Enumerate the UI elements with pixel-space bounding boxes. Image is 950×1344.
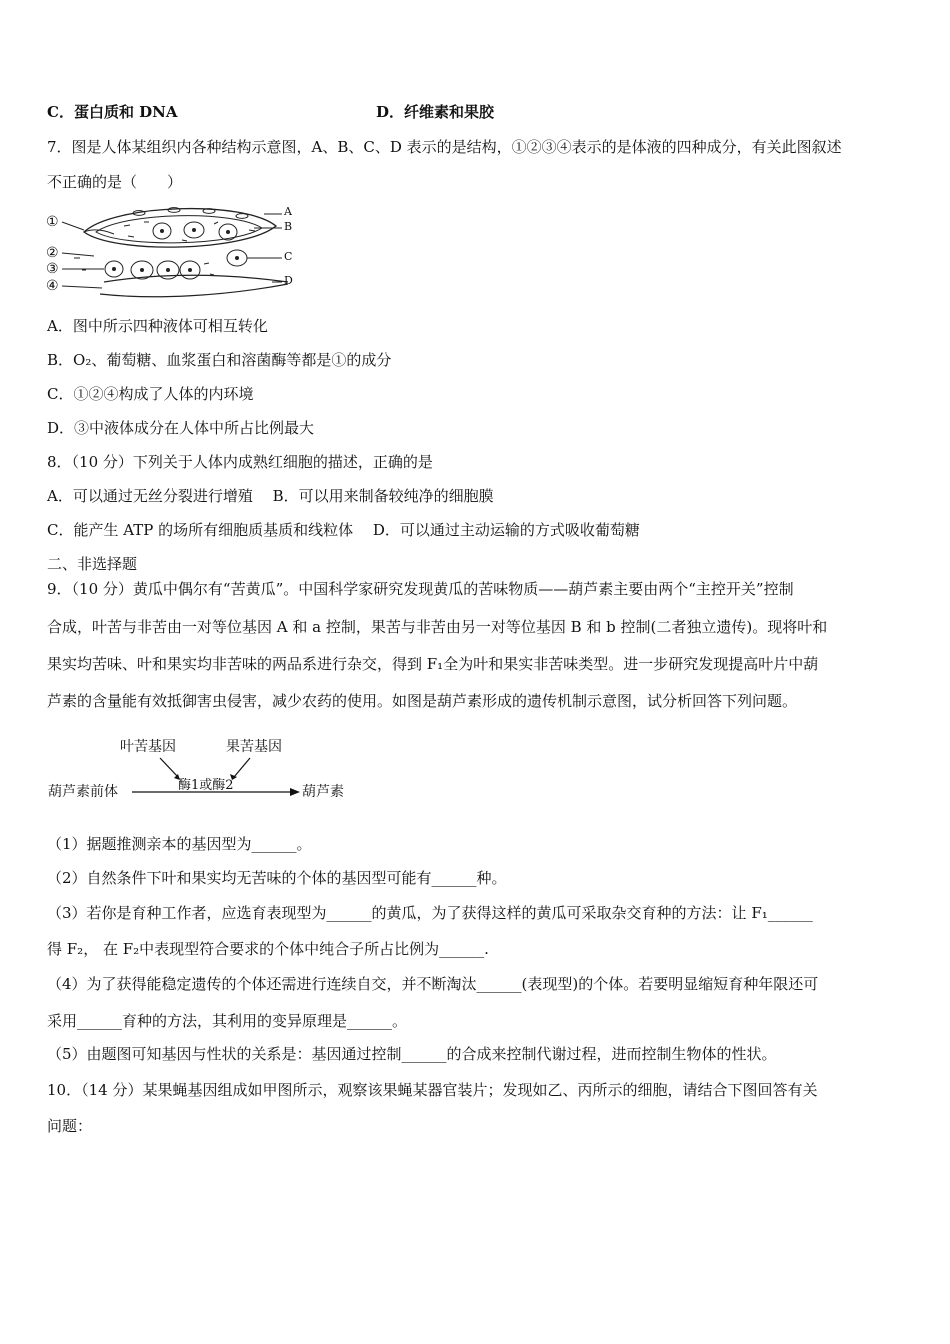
q8-options-line2: C．能产生 ATP 的场所有细胞质基质和线粒体 D．可以通过主动运输的方式吸收葡萄糖 bbox=[47, 521, 640, 539]
q6-option-c: C．蛋白质和 DNA bbox=[47, 103, 178, 121]
section-heading: 二、非选择题 bbox=[47, 555, 138, 573]
q9-line1: 9．（10 分）黄瓜中偶尔有“苦黄瓜”。中国科学家研究发现黄瓜的苦味物质——葫芦素主要由两个“主控开关”控制 bbox=[47, 580, 794, 598]
fluid-label-2: ② bbox=[46, 245, 59, 261]
q9-sub5: （5）由题图可知基因与性状的关系是：基因通过控制______的合成来控制代谢过程，进而控制生物体的性状。 bbox=[47, 1045, 777, 1063]
tissue-structure-figure bbox=[44, 200, 304, 304]
q7-option-b: B．O₂、葡萄糖、血浆蛋白和溶菌酶等都是①的成分 bbox=[47, 351, 392, 369]
product-label: 葫芦素 bbox=[302, 784, 344, 800]
q9-line2: 合成，叶苦与非苦由一对等位基因 A 和 a 控制，果苦与非苦由另一对等位基因 B 和 b 控制(二者独立遗传)。现将叶和 bbox=[47, 618, 828, 636]
q7-option-a: A．图中所示四种液体可相互转化 bbox=[47, 317, 268, 335]
structure-label-a: A bbox=[284, 205, 292, 218]
q9-line4: 芦素的含量能有效抵御害虫侵害，减少农药的使用。如图是葫芦素形成的遗传机制示意图，试分析回答下列问题。 bbox=[47, 692, 798, 710]
q10-line2: 问题： bbox=[47, 1117, 93, 1135]
q9-sub3-line2: 得 F₂， 在 F₂中表现型符合要求的个体中纯合子所占比例为______. bbox=[47, 940, 489, 958]
fluid-label-1: ① bbox=[46, 214, 59, 230]
cucurbitacin-pathway-figure bbox=[44, 732, 364, 802]
tissue-structure-drawing bbox=[44, 200, 304, 304]
q9-line3: 果实均苦味、叶和果实均非苦味的两品系进行杂交，得到 F₁全为叶和果实非苦味类型。进一步研究发现提高叶片中葫 bbox=[47, 655, 819, 673]
q9-sub2: （2）自然条件下叶和果实均无苦味的个体的基因型可能有______种。 bbox=[47, 869, 507, 887]
q9-sub4-line1: （4）为了获得能稳定遗传的个体还需进行连续自交，并不断淘汰______(表现型)的个体。若要明显缩短育种年限还可 bbox=[47, 975, 819, 993]
q9-sub3-line1: （3）若你是育种工作者，应选育表现型为______的黄瓜，为了获得这样的黄瓜可采取杂交育种的方法：让 F₁______ bbox=[47, 904, 813, 922]
structure-label-b: B bbox=[284, 220, 293, 233]
fluid-label-4: ④ bbox=[46, 278, 59, 294]
leaf-bitter-gene-label: 叶苦基因 bbox=[120, 739, 176, 755]
fruit-bitter-gene-label: 果苦基因 bbox=[226, 739, 282, 755]
q8-options-line1: A．可以通过无丝分裂进行增殖 B．可以用来制备较纯净的细胞膜 bbox=[47, 487, 494, 505]
structure-label-c: C bbox=[284, 250, 293, 263]
q7-option-c: C．①②④构成了人体的内环境 bbox=[47, 385, 254, 403]
fluid-label-3: ③ bbox=[46, 261, 59, 277]
q7-option-d: D．③中液体成分在人体中所占比例最大 bbox=[47, 419, 315, 437]
q9-sub1: （1）据题推测亲本的基因型为______。 bbox=[47, 835, 312, 853]
q7-stem-line1: 7．图是人体某组织内各种结构示意图，A、B、C、D 表示的是结构，①②③④表示的是体液的四种成分，有关此图叙述 bbox=[47, 138, 842, 156]
q8-stem: 8．（10 分）下列关于人体内成熟红细胞的描述，正确的是 bbox=[47, 453, 433, 471]
structure-label-d: D bbox=[284, 274, 293, 287]
q6-option-d: D．纤维素和果胶 bbox=[376, 103, 495, 121]
precursor-label: 葫芦素前体 bbox=[48, 784, 118, 800]
q9-sub4-line2: 采用______育种的方法，其利用的变异原理是______。 bbox=[47, 1012, 408, 1030]
enzyme-label: 酶1或酶2 bbox=[178, 778, 234, 793]
q10-line1: 10．（14 分）某果蝇基因组成如甲图所示，观察该果蝇某器官装片；发现如乙、丙所示的细胞，请结合下图回答有关 bbox=[47, 1081, 818, 1099]
q7-stem-line2: 不正确的是（ ） bbox=[47, 173, 183, 191]
